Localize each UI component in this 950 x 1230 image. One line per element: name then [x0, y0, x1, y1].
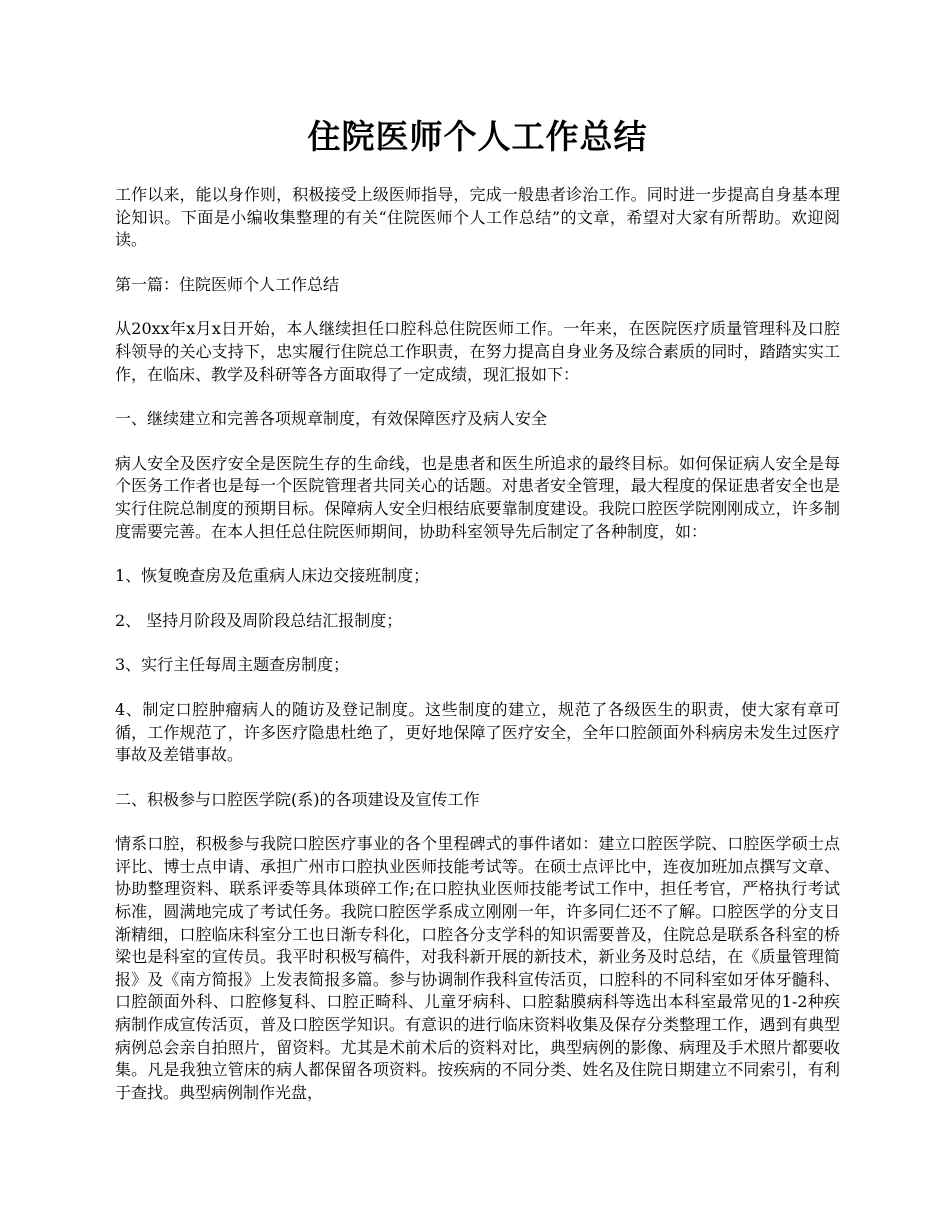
section-heading-one: 一、继续建立和完善各项规章制度，有效保障医疗及病人安全 [115, 409, 548, 429]
list-item: 4、制定口腔肿瘤病人的随访及登记制度。这些制度的建立，规范了各级医生的职责，使大家有章可循，工作规范了，许多医疗隐患杜绝了，更好地保障了医疗安全，全年口腔颌面外科病房未发生过医疗事故及差错事故。 [115, 699, 840, 765]
intro-paragraph: 工作以来，能以身作则，积极接受上级医师指导，完成一般患者诊治工作。同时进一步提高自身基本理论知识。下面是小编收集整理的有关“住院医师个人工作总结”的文章，希望对大家有所帮助。欢迎阅读。 [115, 185, 840, 250]
body-paragraph: 情系口腔，积极参与我院口腔医疗事业的各个里程碑式的事件诸如：建立口腔医学院、口腔医学硕士点评比、博士点申请、承担广州市口腔执业医师技能考试等。在硕士点评比中，连夜加班加点撰写文章、协助整理资料、联系评委等具体琐碎工作;在口腔执业医师技能考试工作中，担任考官，严格执行考试标准，圆满地完成了考试任务。我院口腔医学系成立刚刚一年，许多同仁还不了解。口腔医学的分支日渐精细，口腔临床科室分工也日渐专科化，口腔各分支学科的知识需要普及，住院总是联系各科室的桥梁也是科室的宣传员。我平时积极写稿件，对我科新开展的新技术，新业务及时总结，在《质量管理简报》及《南方简报》上发表简报多篇。参与协调制作我科宣传活页，口腔科的不同科室如牙体牙髓科、口腔颌面外科、口腔修复科、口腔正畸科、儿童牙病科、口腔黏膜病科等选出本科室最常见的1-2种疾病制作成宣传活页，普及口腔医学知识。有意识的进行临床资料收集及保存分类整理工作，遇到有典型病例总会亲自拍照片，留资料。尤其是术前术后的资料对比，典型病例的影像、病理及手术照片都要收集。凡是我独立管床的病人都保留各项资料。按疾病的不同分类、姓名及住院日期建立不同索引，有利于查找。典型病例制作光盘， [115, 834, 840, 1102]
body-paragraph: 从20xx年x月x日开始，本人继续担任口腔科总住院医师工作。一年来，在医院医疗质量管理科及口腔科领导的关心支持下，忠实履行住院总工作职责，在努力提高自身业务及综合素质的同时，踏踏实实工作，在临床、教学及科研等各方面取得了一定成绩，现汇报如下： [115, 319, 840, 384]
list-item: 3、实行主任每周主题查房制度； [115, 655, 350, 675]
list-item: 1、恢复晚查房及危重病人床边交接班制度； [115, 566, 430, 586]
document-title: 住院医师个人工作总结 [307, 117, 648, 156]
section-heading-part-one: 第一篇：住院医师个人工作总结 [115, 274, 340, 294]
list-item: 2、 坚持月阶段及周阶段总结汇报制度； [115, 610, 403, 630]
section-heading-two: 二、积极参与口腔医学院(系)的各项建设及宣传工作 [115, 789, 480, 809]
body-paragraph: 病人安全及医疗安全是医院生存的生命线，也是患者和医生所追求的最终目标。如何保证病人安全是每个医务工作者也是每一个医院管理者共同关心的话题。对患者安全管理，最大程度的保证患者安全也是实行住院总制度的预期目标。保障病人安全归根结底要靠制度建设。我院口腔医学院刚刚成立，许多制度需要完善。在本人担任总住院医师期间，协助科室领导先后制定了各种制度，如： [115, 453, 840, 541]
document-page [115, 0, 840, 1104]
